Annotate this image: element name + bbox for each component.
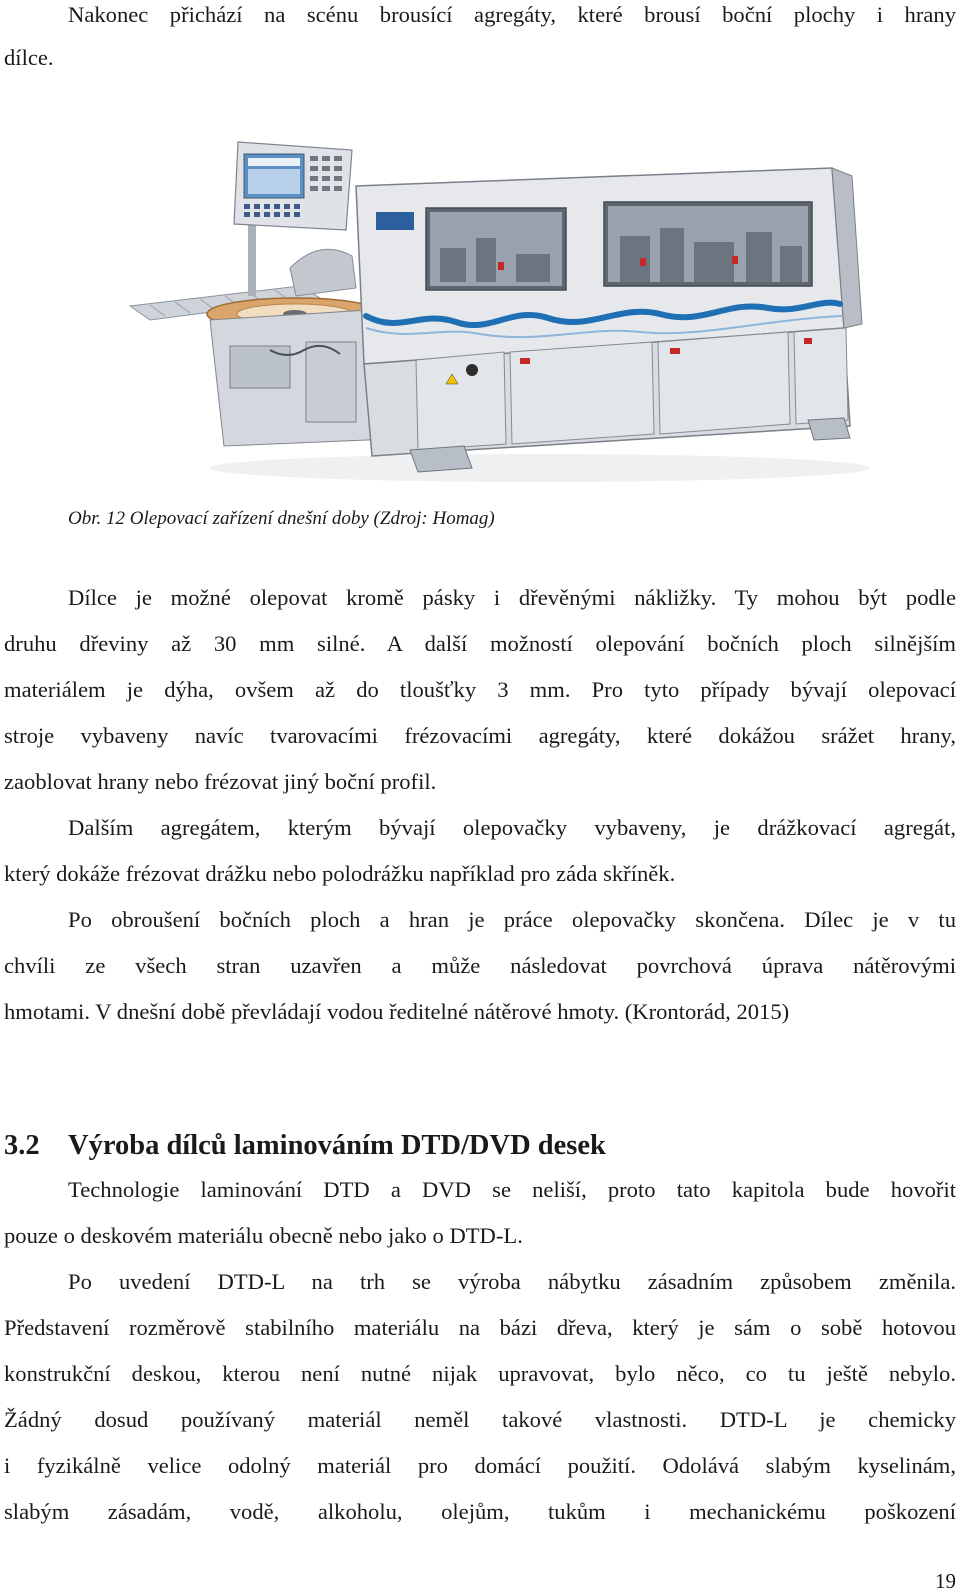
paragraph-3-line-3: hmotami. V dnešní době převládají vodou ředitelné nátěrové hmoty. (Krontorád, 2015) <box>4 999 790 1024</box>
intro-line-2: dílce. <box>4 45 54 70</box>
section-heading <box>4 1128 606 1164</box>
paragraph-5-line-4: Žádný dosud používaný materiál neměl takové vlastnosti. DTD-L je chemicky <box>4 1407 956 1432</box>
paragraph-1-line-4: stroje vybaveny navíc tvarovacími frézovacími agregáty, které dokážou srážet hrany, <box>4 723 956 748</box>
paragraph-3-line-2: chvíli ze všech stran uzavřen a může následovat povrchová úprava nátěrovými <box>4 953 956 978</box>
paragraph-5-line-1: Po uvedení DTD-L na trh se výroba nábytku zásadním způsobem změnila. <box>68 1269 956 1294</box>
paragraph-5-line-5: i fyzikálně velice odolný materiál pro domácí použití. Odolává slabým kyselinám, <box>4 1453 956 1478</box>
section-title: Výroba dílců laminováním DTD/DVD desek <box>68 1130 606 1161</box>
paragraph-1-line-1: Dílce je možné olepovat kromě pásky i dřevěnými nákližky. Ty mohou být podle <box>68 585 956 610</box>
paragraph-5-line-3: konstrukční deskou, kterou není nutné nijak upravovat, bylo něco, co tu ještě nebylo. <box>4 1361 956 1386</box>
paragraph-1-line-2: druhu dřeviny až 30 mm silné. A další možností olepování bočních ploch silnějším <box>4 631 956 656</box>
intro-line-1: Nakonec přichází na scénu brousící agregáty, které brousí boční plochy i hrany <box>68 2 956 27</box>
paragraph-5-line-6: slabým zásadám, vodě, alkoholu, olejům, tukům i mechanickému poškození <box>4 1499 956 1524</box>
paragraph-4-line-2: pouze o deskovém materiálu obecně nebo jako o DTD-L. <box>4 1223 523 1248</box>
page-number: 19 <box>935 1569 956 1593</box>
machine-body <box>356 168 862 456</box>
edgebander-machine-photo <box>120 138 880 488</box>
figure-caption: Obr. 12 Olepovací zařízení dnešní doby (Zdroj: Homag) <box>68 508 495 529</box>
paragraph-1-line-5: zaoblovat hrany nebo frézovat jiný boční profil. <box>4 769 437 794</box>
paragraph-4-line-1: Technologie laminování DTD a DVD se neliší, proto tato kapitola bude hovořit <box>68 1177 956 1202</box>
paragraph-5-line-2: Představení rozměrově stabilního materiálu na bázi dřeva, který je sám o sobě hotovou <box>4 1315 956 1340</box>
paragraph-2-line-2: který dokáže frézovat drážku nebo polodrážku například pro záda skříněk. <box>4 861 676 886</box>
paragraph-1-line-3: materiálem je dýha, ovšem až do tloušťky 3 mm. Pro tyto případy bývají olepovací <box>4 677 956 702</box>
paragraph-3-line-1: Po obroušení bočních ploch a hran je práce olepovačky skončena. Dílec je v tu <box>68 907 956 932</box>
paragraph-2-line-1: Dalším agregátem, kterým bývají olepovačky vybaveny, je drážkovací agregát, <box>68 815 956 840</box>
section-number: 3.2 <box>4 1130 40 1161</box>
